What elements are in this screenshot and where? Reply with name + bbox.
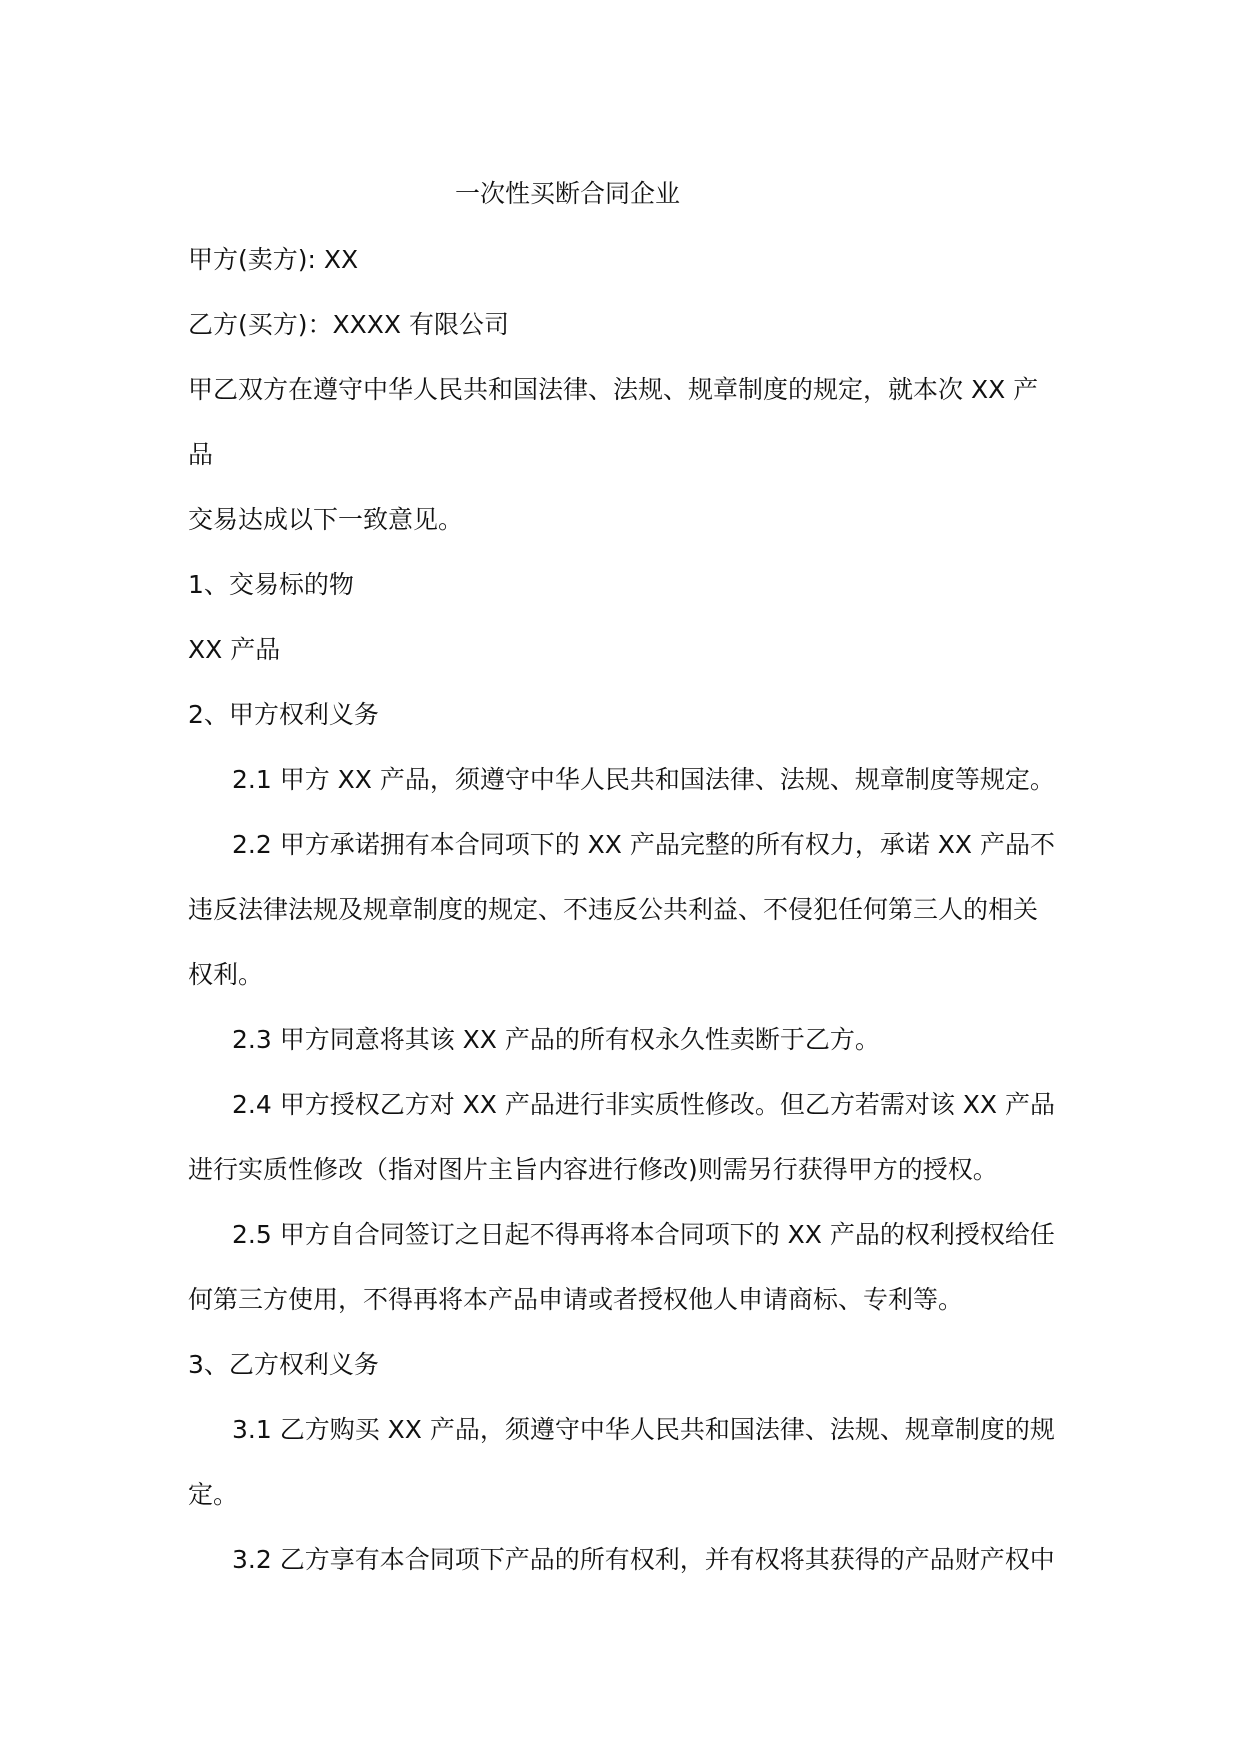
party-b-line: 乙方(买方)：XXXX 有限公司 [188, 310, 509, 339]
clause-2-3: 2.3 甲方同意将其该 XX 产品的所有权永久性卖断于乙方。 [232, 1025, 880, 1054]
section-heading-3: 3、乙方权利义务 [188, 1350, 379, 1379]
intro-line-3: 交易达成以下一致意见。 [188, 505, 464, 534]
clause-2-5-line-1: 2.5 甲方自合同签订之日起不得再将本合同项下的 XX 产品的权利授权给任 [232, 1220, 1055, 1249]
clause-2-4-line-2: 进行实质性修改（指对图片主旨内容进行修改)则需另行获得甲方的授权。 [188, 1155, 998, 1184]
clause-3-2-line-1: 3.2 乙方享有本合同项下产品的所有权利，并有权将其获得的产品财产权中 [232, 1545, 1055, 1574]
document-title: 一次性买断合同企业 [454, 179, 680, 208]
clause-2-5-line-2: 何第三方使用，不得再将本产品申请或者授权他人申请商标、专利等。 [188, 1285, 964, 1314]
intro-line-2: 品 [188, 440, 214, 469]
section-heading-1: 1、交易标的物 [188, 570, 354, 599]
clause-2-1: 2.1 甲方 XX 产品，须遵守中华人民共和国法律、法规、规章制度等规定。 [232, 765, 1055, 794]
clause-2-2-line-3: 权利。 [188, 960, 264, 989]
clause-2-4-line-1: 2.4 甲方授权乙方对 XX 产品进行非实质性修改。但乙方若需对该 XX 产品 [232, 1090, 1056, 1119]
clause-2-2-line-2: 违反法律法规及规章制度的规定、不违反公共利益、不侵犯任何第三人的相关 [188, 895, 1039, 924]
party-a-line: 甲方(卖方): XX [188, 245, 359, 274]
section-heading-2: 2、甲方权利义务 [188, 700, 379, 729]
clause-3-1-line-1: 3.1 乙方购买 XX 产品，须遵守中华人民共和国法律、法规、规章制度的规 [232, 1415, 1055, 1444]
section-1-content: XX 产品 [188, 635, 281, 664]
clause-3-1-line-2: 定。 [188, 1480, 239, 1509]
intro-line-1: 甲乙双方在遵守中华人民共和国法律、法规、规章制度的规定，就本次 XX 产 [188, 375, 1039, 404]
clause-2-2-line-1: 2.2 甲方承诺拥有本合同项下的 XX 产品完整的所有权力，承诺 XX 产品不 [232, 830, 1056, 859]
